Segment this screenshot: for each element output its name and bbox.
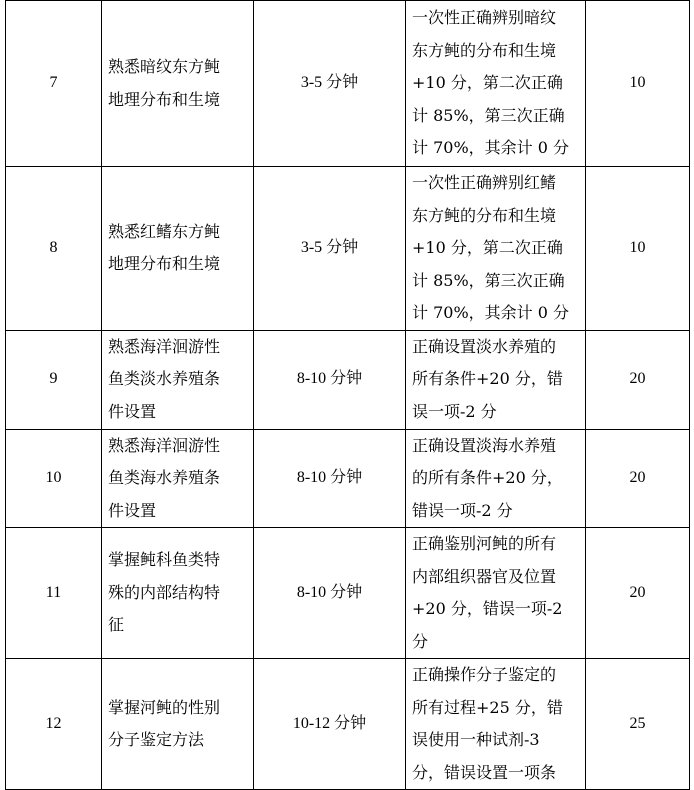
row-number-cell: 10 xyxy=(6,429,102,528)
criteria-text-line: 正确设置淡海水养殖 xyxy=(412,435,557,455)
criteria-text-line: 一次性正确辨别红鳍 xyxy=(412,173,557,192)
score-cell: 10 xyxy=(586,167,690,331)
table-row xyxy=(6,1,690,167)
task-cell xyxy=(102,659,254,790)
row-number-cell: 12 xyxy=(6,659,102,790)
row-number-cell: 7 xyxy=(6,1,102,167)
task-text-line: 地理分布和生境 xyxy=(108,89,221,109)
criteria-cell xyxy=(406,429,586,528)
task-text-line: 分子鉴定方法 xyxy=(108,730,205,749)
criteria-text-line: 计 85%，第三次正确 xyxy=(412,270,565,290)
criteria-text-line: 误使用一种试剂-3 xyxy=(412,730,540,749)
time-cell: 3-5 分钟 xyxy=(254,167,406,331)
criteria-cell xyxy=(406,167,586,331)
criteria-text-line: 东方鲀的分布和生境 xyxy=(412,205,557,225)
criteria-text-line: 正确操作分子鉴定的 xyxy=(412,665,557,684)
table-row xyxy=(6,167,690,331)
criteria-text-line: +10 分，第二次正确 xyxy=(412,238,563,257)
time-cell: 10-12 分钟 xyxy=(254,659,406,790)
criteria-text-line: 所有条件+20 分，错 xyxy=(412,369,563,389)
task-text-line: 件设置 xyxy=(108,401,157,421)
task-text-line: 征 xyxy=(108,615,125,635)
task-cell xyxy=(102,429,254,528)
criteria-text-line: 分，错误设置一项条 xyxy=(412,762,557,782)
time-cell: 8-10 分钟 xyxy=(254,528,406,659)
time-cell: 3-5 分钟 xyxy=(254,1,406,167)
task-text-line: 熟悉海洋洄游性 xyxy=(108,336,221,356)
row-number-cell: 9 xyxy=(6,330,102,429)
criteria-text-line: 计 70%，其余计 0 分 xyxy=(412,138,570,158)
time-cell: 8-10 分钟 xyxy=(254,330,406,429)
criteria-text-line: 一次性正确辨别暗纹 xyxy=(412,8,557,28)
task-cell xyxy=(102,1,254,167)
criteria-text-line: 正确鉴别河鲀的所有 xyxy=(412,534,557,553)
criteria-text-line: 正确设置淡水养殖的 xyxy=(412,336,557,356)
score-cell: 10 xyxy=(586,1,690,167)
table-row xyxy=(6,528,690,659)
task-text-line: 鱼类海水养殖条 xyxy=(108,468,221,487)
task-text-line: 殊的内部结构特 xyxy=(108,582,221,602)
criteria-text-line: 所有过程+25 分，错 xyxy=(412,697,563,717)
task-cell xyxy=(102,330,254,429)
task-text-line: 熟悉红鳍东方鲀 xyxy=(108,221,221,241)
criteria-text-line: 错误一项-2 分 xyxy=(412,500,513,520)
score-cell: 20 xyxy=(586,330,690,429)
criteria-text-line: 分 xyxy=(412,631,429,651)
criteria-text-line: 内部组织器官及位置 xyxy=(412,566,557,586)
task-cell xyxy=(102,528,254,659)
score-cell: 20 xyxy=(586,528,690,659)
row-number-cell: 11 xyxy=(6,528,102,659)
criteria-text-line: 计 70%，其余计 0 分 xyxy=(412,303,570,322)
task-text-line: 熟悉海洋洄游性 xyxy=(108,435,221,455)
time-cell: 8-10 分钟 xyxy=(254,429,406,528)
task-text-line: 件设置 xyxy=(108,500,157,520)
score-cell: 25 xyxy=(586,659,690,790)
criteria-cell xyxy=(406,528,586,659)
task-text-line: 掌握鲀科鱼类特 xyxy=(108,550,221,570)
criteria-text-line: +20 分，错误一项-2 xyxy=(412,599,563,618)
task-text-line: 鱼类淡水养殖条 xyxy=(108,369,221,389)
criteria-cell xyxy=(406,1,586,167)
criteria-text-line: 的所有条件+20 分， xyxy=(412,468,563,487)
criteria-cell xyxy=(406,659,586,790)
score-cell: 20 xyxy=(586,429,690,528)
table-row xyxy=(6,330,690,429)
table-row xyxy=(6,429,690,528)
table-row xyxy=(6,659,690,790)
task-text-line: 地理分布和生境 xyxy=(108,254,221,274)
task-text-line: 掌握河鲀的性别 xyxy=(108,697,221,717)
row-number-cell: 8 xyxy=(6,167,102,331)
criteria-text-line: 计 85%，第三次正确 xyxy=(412,105,565,125)
criteria-text-line: 误一项-2 分 xyxy=(412,401,497,421)
task-cell xyxy=(102,167,254,331)
criteria-cell xyxy=(406,330,586,429)
table-body xyxy=(6,1,690,790)
criteria-text-line: 东方鲀的分布和生境 xyxy=(412,40,557,60)
criteria-text-line: +10 分，第二次正确 xyxy=(412,73,563,93)
task-text-line: 熟悉暗纹东方鲀 xyxy=(108,57,221,76)
assessment-table xyxy=(5,0,690,790)
